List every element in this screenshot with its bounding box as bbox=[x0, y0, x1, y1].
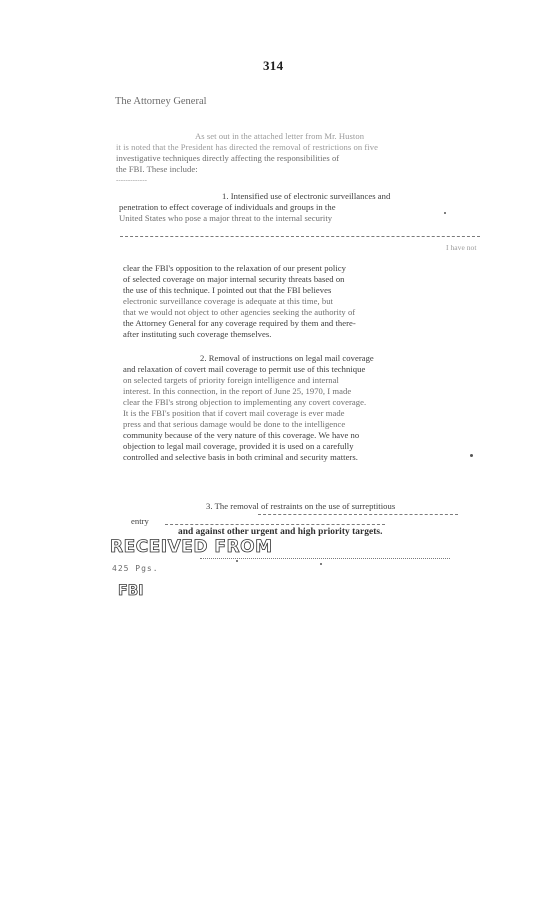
scan-speck bbox=[320, 563, 322, 565]
redaction-bar bbox=[120, 236, 480, 237]
item-1-line: the use of this technique. I pointed out that the FBI believes bbox=[123, 285, 332, 295]
item-1-line: 1. Intensified use of electronic surveillances and bbox=[222, 191, 391, 201]
stamp-sub2: FBI bbox=[118, 583, 144, 599]
item-2-line: It is the FBI's position that if covert mail coverage is ever made bbox=[123, 408, 345, 418]
item-2-line: objection to legal mail coverage, provided it is used on a carefully bbox=[123, 441, 354, 451]
intro-line: investigative techniques directly affecting the responsibilities of bbox=[116, 153, 340, 163]
stamp-sub1: 425 Pgs. bbox=[112, 564, 159, 573]
intro-line: it is noted that the President has directed the removal of restrictions on five bbox=[116, 142, 378, 152]
item-1-line: I have not bbox=[446, 243, 477, 252]
item-2-line: clear the FBI's strong objection to implementing any covert coverage. bbox=[123, 397, 367, 407]
item-1-line: after instituting such coverage themselves. bbox=[123, 329, 272, 339]
item-3-line: and against other urgent and high priority targets. bbox=[178, 527, 383, 537]
item-2-line: and relaxation of covert mail coverage to permit use of this technique bbox=[123, 364, 366, 374]
intro-line: As set out in the attached letter from Mr. Huston bbox=[195, 131, 365, 141]
intro-mark: ------------- bbox=[116, 176, 147, 184]
item-2-line: interest. In this connection, in the report of June 25, 1970, I made bbox=[123, 386, 352, 396]
item-1-line: that we would not object to other agencies seeking the authority of bbox=[123, 307, 356, 317]
item-1-line: the Attorney General for any coverage required by them and there- bbox=[123, 318, 356, 328]
item-3-line: 3. The removal of restraints on the use of surreptitious bbox=[206, 501, 396, 511]
redaction-bar bbox=[258, 514, 458, 515]
received-stamp-text: RECEIVED FROM bbox=[110, 537, 273, 557]
page-number: 314 bbox=[263, 58, 284, 73]
scan-speck bbox=[236, 560, 238, 562]
intro-line: the FBI. These include: bbox=[116, 164, 198, 174]
item-1-line: penetration to effect coverage of individuals and groups in the bbox=[119, 202, 336, 212]
scan-speck bbox=[470, 454, 473, 457]
item-1-line: clear the FBI's opposition to the relaxation of our present policy bbox=[123, 263, 346, 273]
item-1-line: of selected coverage on major internal security threats based on bbox=[123, 274, 345, 284]
item-2-line: on selected targets of priority foreign intelligence and internal bbox=[123, 375, 339, 385]
scan-speck bbox=[444, 212, 446, 214]
item-2-line: 2. Removal of instructions on legal mail coverage bbox=[200, 353, 374, 363]
addressee: The Attorney General bbox=[115, 96, 207, 107]
item-2-line: controlled and selective basis in both criminal and security matters. bbox=[123, 452, 358, 462]
item-2-line: community because of the very nature of this coverage. We have no bbox=[123, 430, 360, 440]
item-3-line: entry bbox=[131, 516, 149, 526]
redaction-bar bbox=[165, 524, 385, 525]
item-2-line: press and that serious damage would be done to the intelligence bbox=[123, 419, 346, 429]
item-1-line: United States who pose a major threat to the internal security bbox=[119, 213, 333, 223]
item-1-line: electronic surveillance coverage is adequate at this time, but bbox=[123, 296, 333, 306]
stamp-line bbox=[200, 558, 450, 559]
